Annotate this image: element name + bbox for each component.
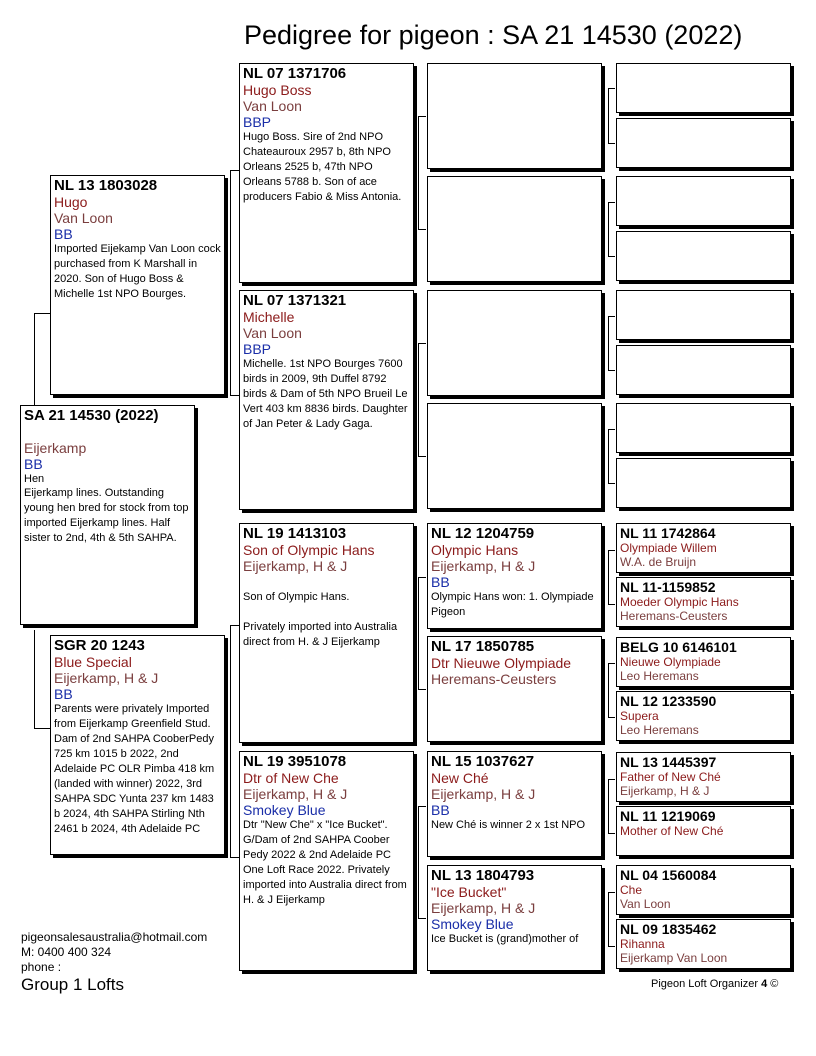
- dam-dam-dam-ring-number: NL 13 1804793: [431, 867, 535, 884]
- subject-name-empty: [24, 424, 191, 440]
- gen4-card[interactable]: [616, 523, 791, 573]
- empty-pigeon-card[interactable]: [427, 403, 602, 509]
- gen4-card[interactable]: [616, 752, 791, 802]
- dam-dam-sire-breeder: Eijerkamp, H & J: [431, 786, 536, 802]
- dam-sire-breeder: Eijerkamp, H & J: [243, 558, 348, 574]
- connector-line: [608, 779, 615, 780]
- gen4-breeder: Eijerkamp Van Loon: [620, 951, 728, 965]
- dam-dam-dam-name: "Ice Bucket": [431, 884, 507, 900]
- connector-line: [608, 717, 615, 718]
- subject-pigeon-card[interactable]: [20, 405, 195, 625]
- empty-pigeon-card[interactable]: [616, 118, 791, 168]
- dam-sire-sire-breeder: Eijerkamp, H & J: [431, 558, 536, 574]
- connector-line: [608, 88, 609, 143]
- connector-line: [418, 343, 426, 344]
- sire-ring-number: NL 13 1803028: [54, 177, 158, 194]
- gen4-card[interactable]: [616, 577, 791, 627]
- copyright-symbol: ©: [770, 978, 779, 990]
- contact-mobile: M: 0400 400 324: [21, 945, 112, 959]
- connector-line: [418, 806, 419, 918]
- dam-sire-sire-notes: Olympic Hans won: 1. Olympiade Pigeon: [431, 591, 594, 618]
- dam-dam-sire-color: BB: [431, 802, 450, 818]
- connector-line: [230, 170, 231, 395]
- dam-dam-sire-ring-number: NL 15 1037627: [431, 753, 535, 770]
- empty-pigeon-card[interactable]: [616, 176, 791, 226]
- dam-dam-name: Dtr of New Che: [243, 770, 339, 786]
- gen4-ring-number: NL 11-1159852: [620, 579, 716, 595]
- dam-dam-dam-breeder: Eijerkamp, H & J: [431, 900, 536, 916]
- connector-line: [418, 918, 426, 919]
- connector-line: [418, 343, 419, 456]
- gen4-name: Rihanna: [620, 937, 665, 951]
- connector-line: [418, 116, 426, 117]
- connector-line: [608, 256, 615, 257]
- connector-line: [608, 663, 615, 664]
- gen4-ring-number: NL 09 1835462: [620, 921, 717, 937]
- connector-line: [608, 779, 609, 833]
- connector-line: [608, 143, 615, 144]
- connector-line: [608, 892, 609, 946]
- software-credit: [651, 978, 778, 990]
- gen4-breeder: Eijerkamp, H & J: [620, 784, 710, 798]
- dam-color: BB: [54, 686, 73, 702]
- gen4-name: Supera: [620, 709, 659, 723]
- connector-line: [230, 625, 239, 626]
- connector-line: [230, 857, 239, 858]
- sire-breeder: Van Loon: [54, 210, 113, 226]
- connector-line: [418, 577, 426, 578]
- connector-line: [608, 892, 615, 893]
- gen4-ring-number: NL 04 1560084: [620, 867, 717, 883]
- dam-dam-sire-card[interactable]: [427, 751, 602, 857]
- sire-color: BB: [54, 226, 73, 242]
- empty-pigeon-card[interactable]: [427, 176, 602, 282]
- software-version: 4: [761, 978, 768, 990]
- subject-color: BB: [24, 456, 43, 472]
- gen4-card[interactable]: [616, 919, 791, 969]
- gen4-name: Che: [620, 883, 643, 897]
- sire-card[interactable]: [50, 175, 225, 395]
- subject-sex: Hen: [24, 473, 45, 485]
- gen4-card[interactable]: [616, 865, 791, 915]
- dam-ring-number: SGR 20 1243: [54, 637, 145, 654]
- subject-notes: Eijerkamp lines. Outstanding young hen bred for stock from top imported Eijerkamp lines. Half sister to 2nd, 4th & 5th SAHPA.: [24, 487, 189, 544]
- dam-sire-sire-color: BB: [431, 574, 450, 590]
- connector-line: [608, 483, 615, 484]
- empty-pigeon-card[interactable]: [427, 290, 602, 396]
- dam-card[interactable]: [50, 635, 225, 855]
- empty-pigeon-card[interactable]: [616, 290, 791, 340]
- contact-email[interactable]: pigeonsalesaustralia@hotmail.com: [21, 930, 208, 944]
- dam-dam-color: Smokey Blue: [243, 802, 326, 818]
- gen4-breeder: Van Loon: [620, 897, 671, 911]
- dam-dam-card[interactable]: [239, 751, 414, 971]
- connector-line: [608, 833, 615, 834]
- dam-dam-sire-name: New Ché: [431, 770, 489, 786]
- dam-dam-breeder: Eijerkamp, H & J: [243, 786, 348, 802]
- dam-sire-sire-ring-number: NL 12 1204759: [431, 525, 535, 542]
- empty-pigeon-card[interactable]: [427, 63, 602, 169]
- gen4-ring-number: NL 12 1233590: [620, 693, 717, 709]
- connector-line: [230, 170, 239, 171]
- dam-notes: Parents were privately Imported from Eijerkamp Greenfield Stud. Dam of 2nd SAHPA CooberPedy 725 km 1015 b 2022, 2nd Adelaide PC OLR Pimba 418 km (landed with winner) 2022, 3rd SAHPA SDC Yunta 237 km 1483 b 2024, 4th SAHPA Stirling Nth 2461 b 2024, 4th Adelaide PC: [54, 703, 215, 835]
- gen4-breeder: W.A. de Bruijn: [620, 555, 697, 569]
- gen4-breeder: Leo Heremans: [620, 669, 699, 683]
- dam-sire-dam-ring-number: NL 17 1850785: [431, 638, 535, 655]
- gen4-card[interactable]: [616, 806, 791, 856]
- sire-dam-breeder: Van Loon: [243, 325, 302, 341]
- connector-line: [418, 577, 419, 689]
- subject-ring-number: SA 21 14530 (2022): [24, 407, 159, 424]
- gen4-ring-number: NL 13 1445397: [620, 754, 717, 770]
- sire-sire-notes: Hugo Boss. Sire of 2nd NPO Chateauroux 2957 b, 8th NPO Orleans 2525 b, 47th NPO Orleans 5788 b. Son of ace producers Fabio & Miss Antonia.: [243, 131, 402, 203]
- connector-line: [608, 429, 609, 483]
- dam-name: Blue Special: [54, 654, 132, 670]
- gen4-card[interactable]: [616, 637, 791, 687]
- page-title: Pedigree for pigeon : SA 21 14530 (2022): [244, 20, 743, 50]
- connector-line: [608, 202, 615, 203]
- gen4-ring-number: NL 11 1742864: [620, 525, 716, 541]
- gen4-breeder: Heremans-Ceusters: [620, 609, 728, 623]
- sire-dam-name: Michelle: [243, 309, 295, 325]
- gen4-card[interactable]: [616, 691, 791, 741]
- dam-dam-dam-color: Smokey Blue: [431, 916, 514, 932]
- empty-pigeon-card[interactable]: [616, 458, 791, 508]
- sire-dam-notes: Michelle. 1st NPO Bourges 7600 birds in 2009, 9th Duffel 8792 birds & Dam of 5th NPO Brueil Le Vert 403 km 8836 birds. Daughter of Jan Peter & Lady Gaga.: [243, 358, 408, 430]
- gen4-ring-number: BELG 10 6146101: [620, 639, 737, 655]
- connector-line: [34, 630, 35, 728]
- sire-dam-card[interactable]: [239, 290, 414, 510]
- connector-line: [608, 550, 615, 551]
- connector-line: [418, 689, 426, 690]
- connector-line: [418, 456, 426, 457]
- dam-sire-ring-number: NL 19 1413103: [243, 525, 347, 542]
- dam-dam-dam-notes: Ice Bucket is (grand)mother of: [431, 933, 579, 945]
- contact-phone: phone :: [21, 960, 62, 974]
- dam-sire-notes-2: Privately imported into Australia direct from H. & J Eijerkamp: [243, 621, 398, 648]
- gen4-breeder: Leo Heremans: [620, 723, 699, 737]
- connector-line: [608, 316, 615, 317]
- gen4-name: Nieuwe Olympiade: [620, 655, 721, 669]
- connector-line: [608, 946, 615, 947]
- sire-sire-ring-number: NL 07 1371706: [243, 65, 347, 82]
- connector-line: [608, 550, 609, 604]
- dam-sire-card[interactable]: [239, 523, 414, 743]
- empty-pigeon-card[interactable]: [616, 403, 791, 453]
- dam-sire-dam-card[interactable]: [427, 636, 602, 742]
- sire-sire-name: Hugo Boss: [243, 82, 312, 98]
- sire-sire-card[interactable]: [239, 63, 414, 283]
- dam-sire-sire-name: Olympic Hans: [431, 542, 519, 558]
- dam-dam-notes: Dtr "New Che" x "Ice Bucket". G/Dam of 2nd SAHPA Coober Pedy 2022 & 2nd Adelaide PC One Loft Race 2022. Privately imported into Australia direct from H. & J Eijerkamp: [243, 819, 407, 906]
- empty-pigeon-card[interactable]: [616, 345, 791, 395]
- sire-sire-color: BBP: [243, 114, 272, 130]
- connector-line: [418, 806, 426, 807]
- connector-line: [230, 395, 239, 396]
- sire-dam-ring-number: NL 07 1371321: [243, 292, 347, 309]
- sire-sire-breeder: Van Loon: [243, 98, 302, 114]
- gen4-name: Mother of New Ché: [620, 824, 724, 838]
- dam-sire-notes: Son of Olympic Hans.: [243, 591, 350, 603]
- connector-line: [608, 370, 615, 371]
- dam-sire-name: Son of Olympic Hans: [243, 542, 375, 558]
- connector-line: [608, 88, 615, 89]
- sire-notes: Imported Eijekamp Van Loon cock purchased from K Marshall in 2020. Son of Hugo Boss & Michelle 1st NPO Bourges.: [54, 243, 221, 300]
- connector-line: [418, 229, 426, 230]
- dam-sire-dam-breeder: Heremans-Ceusters: [431, 671, 557, 687]
- sire-name: Hugo: [54, 194, 88, 210]
- dam-dam-sire-notes: New Ché is winner 2 x 1st NPO: [431, 819, 586, 831]
- sire-dam-color: BBP: [243, 341, 272, 357]
- dam-dam-ring-number: NL 19 3951078: [243, 753, 347, 770]
- subject-breeder: Eijerkamp: [24, 440, 87, 456]
- empty-pigeon-card[interactable]: [616, 63, 791, 113]
- gen4-name: Moeder Olympic Hans: [620, 595, 739, 609]
- connector-line: [230, 625, 231, 857]
- gen4-ring-number: NL 11 1219069: [620, 808, 716, 824]
- connector-line: [608, 663, 609, 717]
- dam-breeder: Eijerkamp, H & J: [54, 670, 159, 686]
- dam-sire-sire-card[interactable]: [427, 523, 602, 629]
- loft-name: Group 1 Lofts: [21, 975, 125, 994]
- connector-line: [608, 429, 615, 430]
- software-name: Pigeon Loft Organizer: [651, 978, 759, 990]
- gen4-name: Olympiade Willem: [620, 541, 717, 555]
- dam-dam-dam-card[interactable]: [427, 865, 602, 971]
- empty-pigeon-card[interactable]: [616, 231, 791, 281]
- dam-sire-notes-spacer: [243, 605, 410, 620]
- connector-line: [608, 316, 609, 370]
- dam-sire-dam-name: Dtr Nieuwe Olympiade: [431, 655, 572, 671]
- gen4-name: Father of New Ché: [620, 770, 721, 784]
- connector-line: [418, 116, 419, 229]
- connector-line: [608, 604, 615, 605]
- connector-line: [608, 202, 609, 256]
- connector-line: [34, 313, 35, 407]
- dam-sire-color-empty: [243, 574, 410, 590]
